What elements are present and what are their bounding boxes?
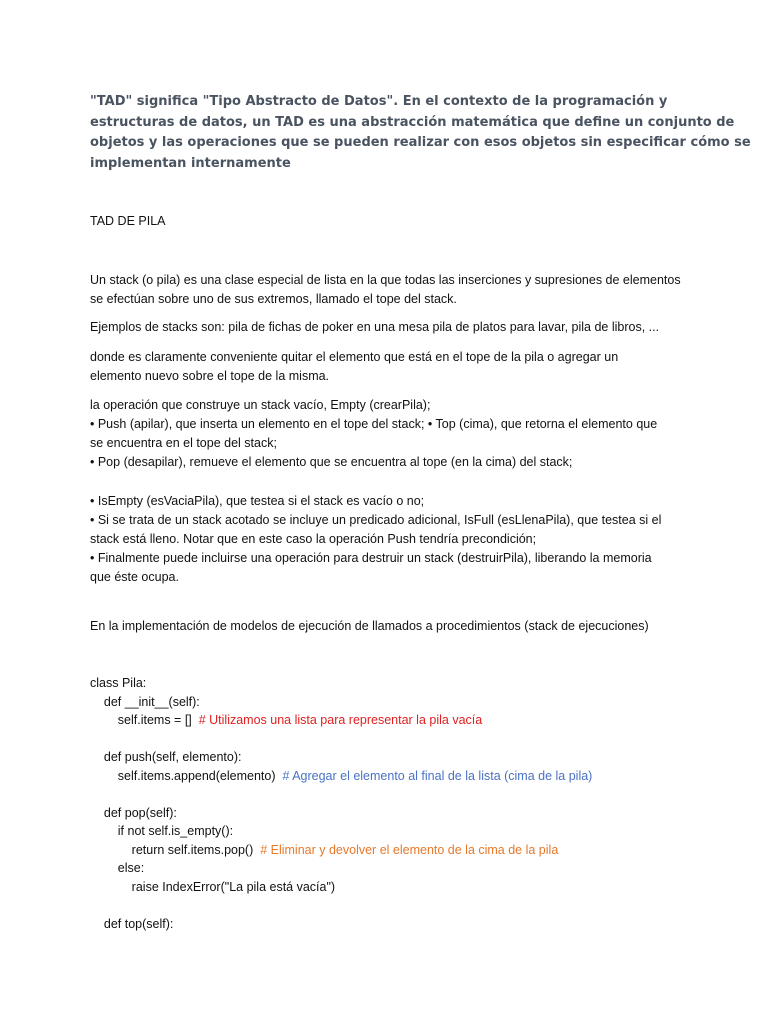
paragraph-examples [90,318,690,337]
intro-line: implementan internamente [90,155,291,171]
text-line: elemento nuevo sobre el tope de la misma. [90,369,330,383]
paragraph-more-operations [90,492,690,587]
code-text: self.items = [] [90,713,199,727]
text-line: stack está lleno. Notar que en este caso la operación Push tendría precondición; [90,532,537,546]
paragraph-stack-definition [90,271,690,309]
code-comment: # Agregar el elemento al final de la lista (cima de la pila) [282,768,593,783]
code-line [90,841,730,860]
paragraph-convenience [90,348,690,386]
paragraph-operations [90,396,690,472]
section-heading: TAD DE PILA [90,214,166,228]
text-line: la operación que construye un stack vacío, Empty (crearPila); [90,398,431,412]
code-comment: # Utilizamos una lista para representar la pila vacía [198,713,483,727]
code-line [90,711,730,730]
code-line: class Pila: [90,676,147,690]
text-line: se encuentra en el tope del stack; [90,436,277,450]
code-line: if not self.is_empty(): [90,824,234,838]
text-line: En la implementación de modelos de ejecución de llamados a procedimientos (stack de ejecuciones) [90,619,649,633]
code-line: def __init__(self): [90,694,200,709]
code-block [90,674,730,933]
text-line: se efectúan sobre uno de sus extremos, llamado el tope del stack. [90,292,457,306]
code-line: else: [90,861,145,875]
text-line: Ejemplos de stacks son: pila de fichas de poker en una mesa pila de platos para lavar, pila de libros, ... [90,320,660,334]
text-line: • IsEmpty (esVaciaPila), que testea si el stack es vacío o no; [90,494,425,508]
text-line: Un stack (o pila) es una clase especial de lista en la que todas las inserciones y supresiones de elementos [90,273,681,287]
text-line: • Pop (desapilar), remueve el elemento que se encuentra al tope (en la cima) del stack; [90,455,573,469]
code-blank-line [90,730,730,749]
code-text: return self.items.pop() [90,842,261,857]
paragraph-implementation [90,617,690,636]
intro-paragraph [90,92,751,174]
text-line: • Finalmente puede incluirse una operación para destruir un stack (destruirPila), liberando la memoria [90,551,652,565]
text-line: • Push (apilar), que inserta un elemento en el tope del stack; • Top (cima), que retorna el elemento que [90,417,658,431]
intro-line: "TAD" significa "Tipo Abstracto de Datos". En el contexto de la programación y [90,94,668,109]
intro-line: objetos y las operaciones que se pueden realizar con esos objetos sin especificar cómo se [90,135,751,150]
code-text: self.items.append(elemento) [90,768,283,783]
text-line: donde es claramente conveniente quitar el elemento que está en el tope de la pila o agregar un [90,350,619,364]
code-line: def push(self, elemento): [90,750,242,764]
code-line: raise IndexError("La pila está vacía") [90,879,336,894]
code-line: def pop(self): [90,805,177,820]
code-blank-line [90,896,730,915]
code-line: def top(self): [90,916,174,931]
code-line [90,767,730,786]
intro-line: estructuras de datos, un TAD es una abstracción matemática que define un conjunto de [90,114,735,130]
code-blank-line [90,785,730,804]
text-line: • Si se trata de un stack acotado se incluye un predicado adicional, IsFull (esLlenaPila), que testea si el [90,513,662,527]
text-line: que éste ocupa. [90,570,179,584]
code-comment: # Eliminar y devolver el elemento de la cima de la pila [260,842,559,857]
